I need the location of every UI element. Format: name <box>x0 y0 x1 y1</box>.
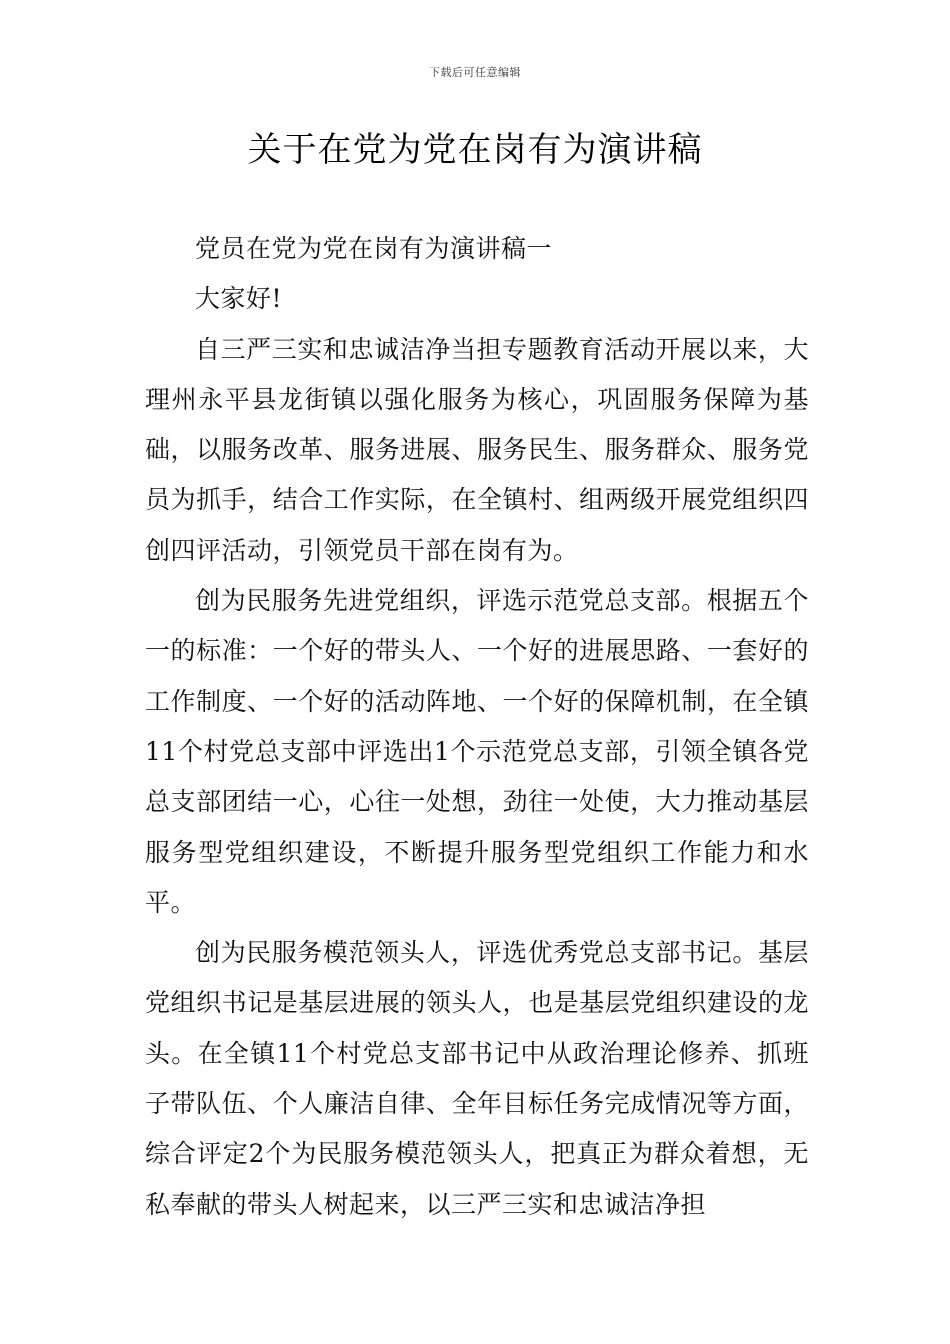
paragraph-advanced-organization: 创为民服务先进党组织，评选示范党总支部。根据五个一的标准：一个好的带头人、一个好的进展思路、一套好的工作制度、一个好的活动阵地、一个好的保障机制，在全镇11个村党总支部中评选出1个示范党总支部，引领全镇各党总支部团结一心，心往一处想，劲往一处使，大力推动基层服务型党组织建设，不断提升服务型党组织工作能力和水平。 <box>145 586 809 917</box>
paragraph-greeting: 大家好! <box>195 284 283 314</box>
paragraph-model-leader: 创为民服务模范领头人，评选优秀党总支部书记。基层党组织书记是基层进展的领头人，也是基层党组织建设的龙头。在全镇11个村党总支部书记中从政治理论修养、抓班子带队伍、个人廉洁自律、全年目标任务完成情况等方面，综合评定2个为民服务模范领头人，把真正为群众着想，无私奉献的带头人树起来，以三严三实和忠诚洁净担 <box>145 938 809 1219</box>
paragraph-intro: 自三严三实和忠诚洁净当担专题教育活动开展以来，大理州永平县龙街镇以强化服务为核心，巩固服务保障为基础，以服务改革、服务进展、服务民生、服务群众、服务党员为抓手，结合工作实际，在全镇村、组两级开展党组织四创四评活动，引领党员干部在岗有为。 <box>145 334 809 565</box>
document-body <box>145 224 809 1230</box>
paragraph-subtitle: 党员在党为党在岗有为演讲稿一 <box>195 234 553 263</box>
header-note: 下载后可任意编辑 <box>429 66 521 79</box>
document-title: 关于在党为党在岗有为演讲稿 <box>247 130 703 170</box>
